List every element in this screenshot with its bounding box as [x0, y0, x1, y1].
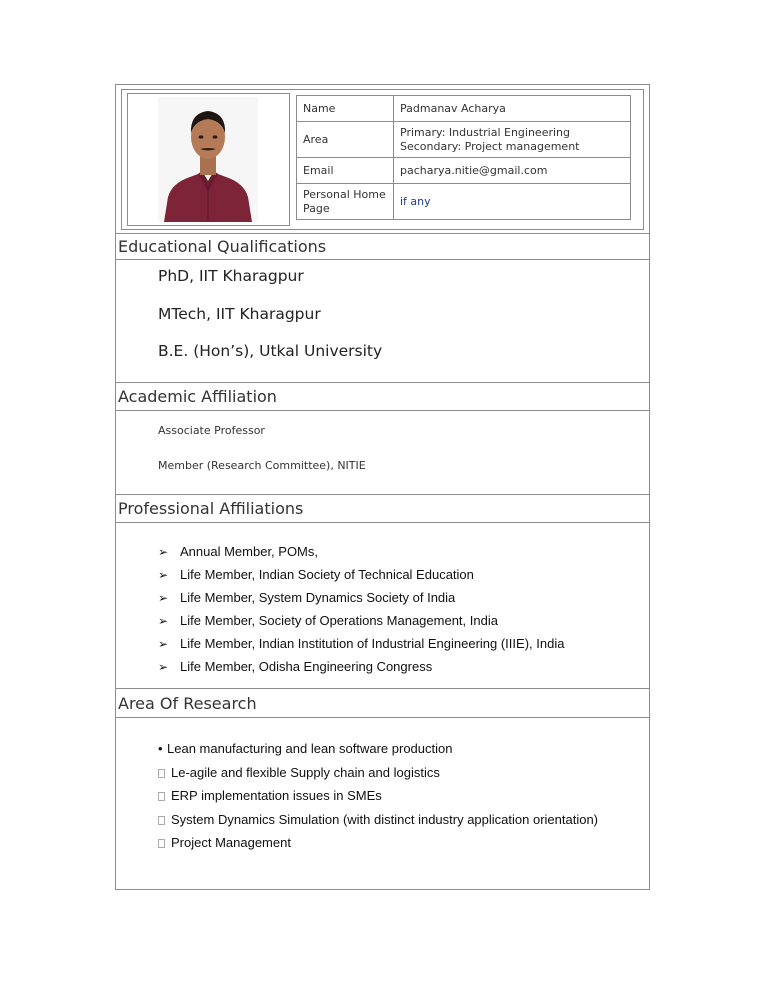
divider: [115, 522, 650, 523]
arrow-bullet-icon: ➢: [158, 614, 169, 628]
homepage-label-line2: Page: [303, 201, 330, 215]
research-title: Area Of Research: [118, 694, 257, 713]
research-item: Le-agile and flexible Supply chain and logistics: [171, 765, 440, 780]
divider: [115, 259, 650, 260]
academic-item: Associate Professor: [158, 424, 265, 437]
divider: [115, 410, 650, 411]
education-item: PhD, IIT Kharagpur: [158, 267, 304, 285]
area-row: [297, 122, 631, 158]
professional-item: Life Member, Indian Institution of Industrial Engineering (IIIE), India: [180, 636, 565, 651]
professional-item: Life Member, System Dynamics Society of India: [180, 590, 456, 605]
arrow-bullet-icon: ➢: [158, 637, 169, 651]
divider: [115, 717, 650, 718]
list-item: [158, 788, 382, 804]
name-label: Name: [297, 96, 394, 122]
professional-item: Life Member, Society of Operations Management, India: [180, 613, 498, 628]
homepage-link[interactable]: if any: [400, 194, 431, 208]
profile-photo: [158, 97, 258, 222]
professional-item: Annual Member, POMs,: [180, 544, 318, 559]
homepage-label-line1: Personal Home: [303, 187, 386, 201]
list-item: [158, 567, 474, 583]
arrow-bullet-icon: ➢: [158, 660, 169, 674]
list-item: [158, 590, 455, 606]
area-primary: Primary: Industrial Engineering: [400, 125, 570, 139]
email-label: Email: [297, 158, 394, 184]
list-item: [158, 659, 432, 675]
professional-item: Life Member, Indian Society of Technical Education: [180, 567, 474, 582]
square-bullet-icon: [158, 839, 165, 848]
email-row: [297, 158, 631, 184]
arrow-bullet-icon: ➢: [158, 591, 169, 605]
education-item: B.E. (Hon’s), Utkal University: [158, 342, 383, 360]
list-item: [158, 636, 564, 652]
dot-bullet-icon: •: [158, 741, 163, 756]
list-item: [158, 812, 598, 828]
square-bullet-icon: [158, 769, 165, 778]
list-item: [158, 544, 318, 560]
divider: [115, 688, 650, 689]
list-item: [158, 835, 291, 851]
area-label: Area: [297, 122, 394, 158]
research-item: Lean manufacturing and lean software production: [167, 741, 453, 756]
divider: [115, 233, 650, 234]
area-value: [394, 122, 631, 158]
email-value: pacharya.nitie@gmail.com: [394, 158, 631, 184]
profile-info-table: [296, 95, 631, 220]
arrow-bullet-icon: ➢: [158, 545, 169, 559]
professional-title: Professional Affiliations: [118, 499, 304, 518]
research-item: System Dynamics Simulation (with distinct industry application orientation): [171, 812, 599, 827]
square-bullet-icon: [158, 792, 165, 801]
homepage-label: [297, 184, 394, 220]
divider: [115, 494, 650, 495]
education-title: Educational Qualifications: [118, 237, 327, 256]
homepage-cell: [394, 184, 631, 220]
area-secondary: Secondary: Project management: [400, 139, 580, 153]
arrow-bullet-icon: ➢: [158, 568, 169, 582]
research-item: Project Management: [171, 835, 291, 850]
academic-item: Member (Research Committee), NITIE: [158, 459, 366, 472]
divider: [115, 382, 650, 383]
professional-item: Life Member, Odisha Engineering Congress: [180, 659, 433, 674]
education-item: MTech, IIT Kharagpur: [158, 305, 321, 323]
name-value: Padmanav Acharya: [394, 96, 631, 122]
list-item: [158, 765, 440, 781]
research-item: ERP implementation issues in SMEs: [171, 788, 382, 803]
homepage-row: [297, 184, 631, 220]
list-item: [158, 741, 452, 757]
academic-title: Academic Affiliation: [118, 387, 277, 406]
name-row: [297, 96, 631, 122]
square-bullet-icon: [158, 816, 165, 825]
list-item: [158, 613, 498, 629]
